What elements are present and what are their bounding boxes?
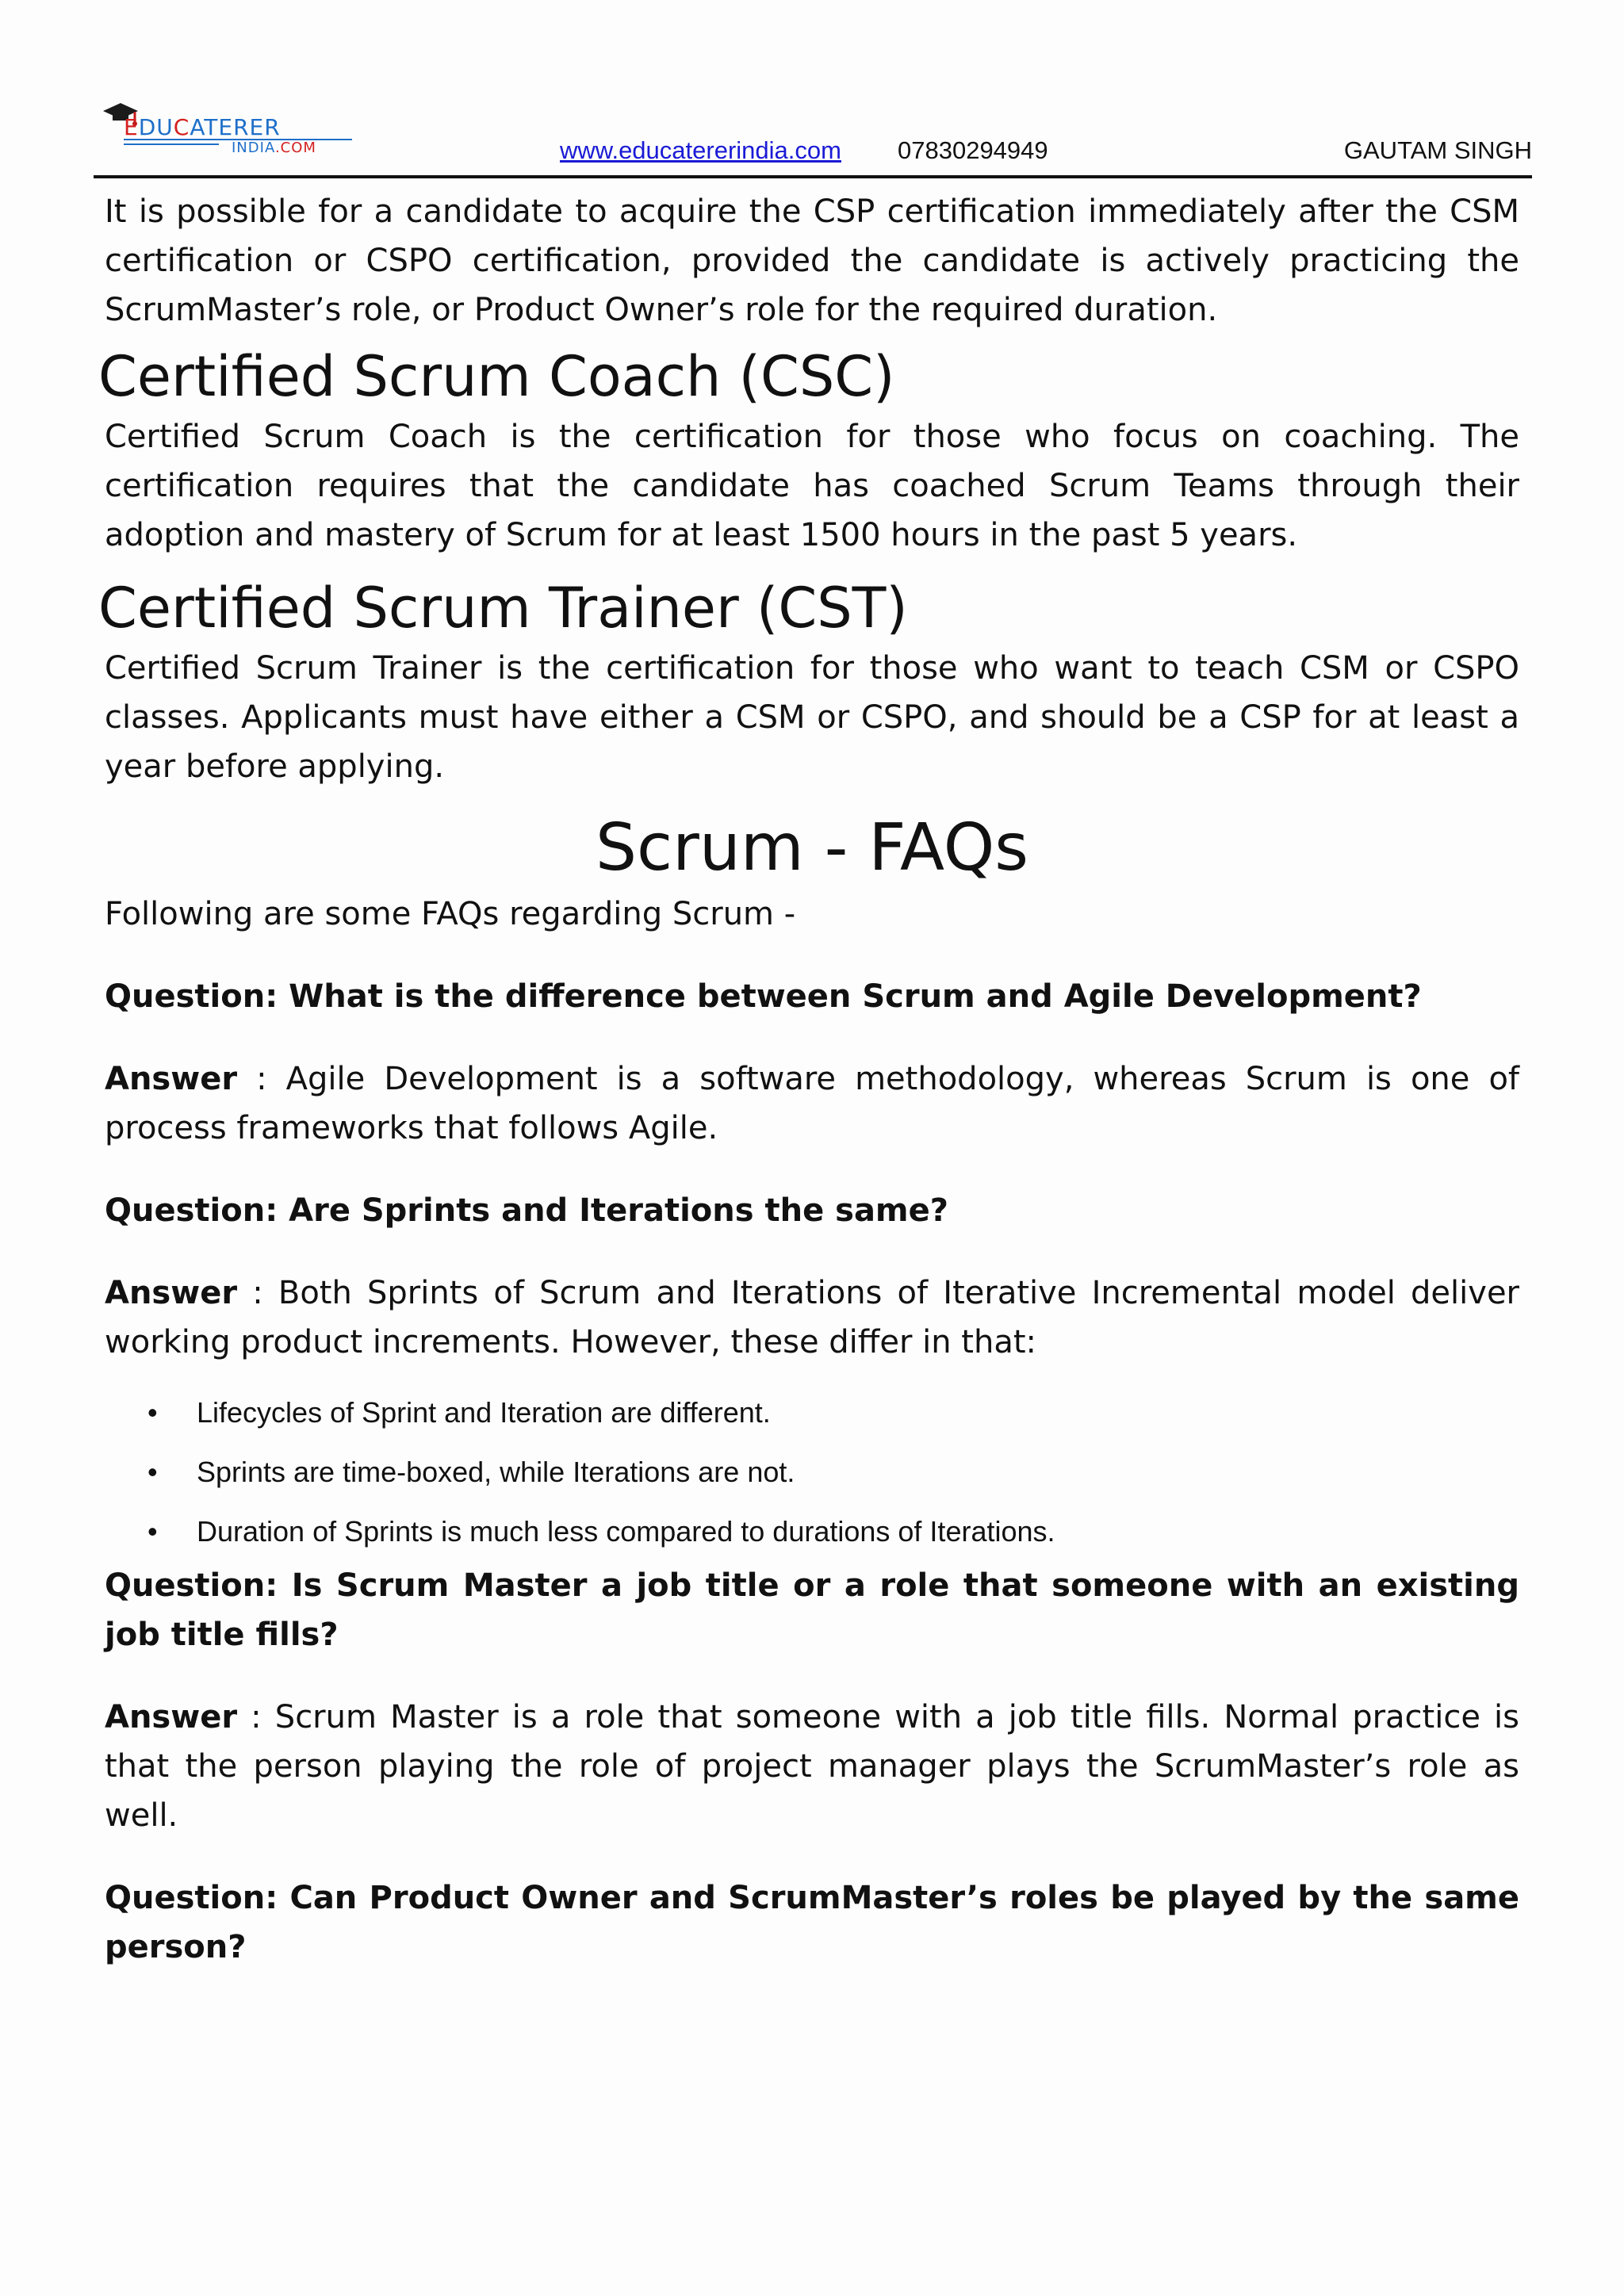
page-header — [97, 94, 1532, 178]
page-content — [98, 187, 1520, 1972]
answer-text: Both Sprints of Scrum and Iterations of Iterative Incremental model deliver working product increments. However, these differ in that: — [105, 1275, 1519, 1360]
section-heading-csc: Certified Scrum Coach (CSC) — [98, 344, 895, 409]
answer-label: Answer — [105, 1275, 238, 1311]
bullet-icon: • — [147, 1515, 158, 1548]
faq-answer: Answer : Both Sprints of Scrum and Iterations of Iterative Incremental model deliver working product increments. However, these differ in that: — [105, 1275, 1519, 1360]
faq-question: Question: Can Product Owner and ScrumMaster’s roles be played by the same person? — [105, 1880, 1519, 1965]
phone-number: 07830294949 — [898, 136, 1048, 164]
bullet-icon: • — [147, 1456, 158, 1488]
bullet-list — [105, 1383, 1519, 1561]
header-divider — [94, 175, 1532, 178]
faq-answer: Answer : Scrum Master is a role that someone with a job title fills. Normal practice is that the person playing the role of project manager plays the ScrumMaster’s role as well. — [105, 1699, 1520, 1834]
educaterer-logo — [100, 98, 362, 162]
section-heading-cst: Certified Scrum Trainer (CST) — [98, 576, 908, 641]
list-item: • Lifecycles of Sprint and Iteration are different. — [105, 1383, 1519, 1442]
logo-wordmark: EDUCATERER — [124, 114, 281, 140]
website-link[interactable]: www.educatererindia.com — [560, 136, 841, 164]
intro-paragraph: It is possible for a candidate to acquire the CSP certification immediately after the CSM certification or CSPO certification, provided the candidate is actively practicing the ScrumMaster’s role, or Product Owner’s role for the required duration. — [105, 193, 1519, 328]
bullet-icon: • — [147, 1396, 158, 1429]
author-name: GAUTAM SINGH — [1343, 136, 1532, 164]
section-text-cst: Certified Scrum Trainer is the certification for those who want to teach CSM or CSPO classes. Applicants must have either a CSM or CSPO, and should be a CSP for at least a year before applying. — [105, 650, 1519, 785]
faq-question: Question: Is Scrum Master a job title or a role that someone with an existing job title fills? — [105, 1567, 1519, 1653]
faq-intro: Following are some FAQs regarding Scrum - — [105, 896, 796, 932]
list-item: • Duration of Sprints is much less compared to durations of Iterations. — [105, 1502, 1519, 1561]
answer-text: Scrum Master is a role that someone with a job title fills. Normal practice is that the person playing the role of project manager plays the ScrumMaster’s role as well. — [105, 1699, 1520, 1834]
answer-text: Agile Development is a software methodology, whereas Scrum is one of process frameworks that follows Agile. — [105, 1061, 1520, 1146]
logo-subtext: INDIA.COM — [232, 140, 316, 156]
faq-question: Question: Are Sprints and Iterations the same? — [105, 1192, 948, 1229]
faq-question: Question: What is the difference between Scrum and Agile Development? — [105, 978, 1422, 1015]
answer-label: Answer — [105, 1061, 238, 1097]
faq-answer: Answer : Agile Development is a software methodology, whereas Scrum is one of process frameworks that follows Agile. — [105, 1061, 1520, 1146]
faq-title: Scrum - FAQs — [596, 810, 1028, 886]
answer-label: Answer — [105, 1699, 238, 1735]
section-text-csc: Certified Scrum Coach is the certification for those who focus on coaching. The certification requires that the candidate has coached Scrum Teams through their adoption and mastery of Scrum for at least 1500 hours in the past 5 years. — [105, 419, 1519, 553]
list-item: • Sprints are time-boxed, while Iterations are not. — [105, 1442, 1519, 1502]
